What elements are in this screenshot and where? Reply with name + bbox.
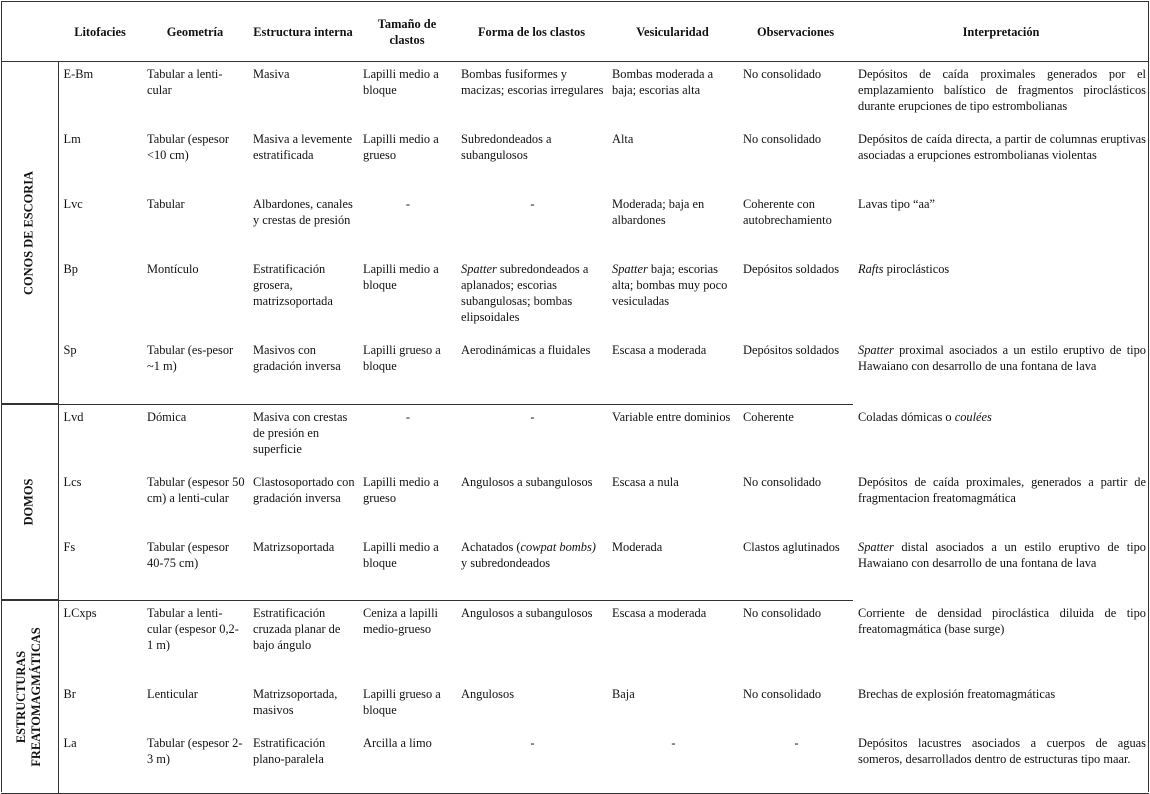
cell-ves: - [607, 731, 738, 794]
cell-lito: Lm [63, 131, 81, 146]
cell-forma: - [530, 196, 535, 211]
cell-forma-em: cowpat bombs) [520, 539, 596, 554]
cell-interp-text: distal asociados a un estilo eruptivo de tipo Hawaiano con desarrollo de una fontana de lava [858, 539, 1146, 570]
cell-lito: Lvc [63, 196, 83, 211]
cell-forma: Angulosos a subangulosos [461, 474, 593, 489]
cell-obs: No consolidado [743, 131, 822, 146]
header-row [1, 2, 1149, 62]
cell-interp-em: Rafts [858, 261, 884, 276]
cell-obs: No consolidado [743, 67, 822, 81]
header-tamano: Tamaño de clastos [358, 2, 456, 62]
cell-geo: Tabular a lenti-cular (espesor 0,2-1 m) [147, 606, 239, 652]
cell-est: Matrizsoportada [253, 539, 335, 554]
cell-interp-text: piroclásticos [883, 261, 950, 276]
header-litofacies: Litofacies [58, 2, 142, 62]
cell-interp: Depósitos de caída proximales, generados a partir de fragmentacion freatomagmática [858, 474, 1146, 505]
cell-forma: Angulosos [461, 686, 515, 701]
cell-lito: Br [63, 686, 76, 701]
litofacies-table [1, 1, 1149, 794]
group-label-estructuras: ESTRUCTURAS FREATOMAGMÁTICAS [14, 627, 44, 767]
cell-geo: Tabular (es-pesor ~1 m) [147, 342, 234, 373]
cell-geo: Tabular [147, 196, 185, 211]
table-row [1, 338, 1149, 404]
cell-est: Albardones, canales y crestas de presión [253, 196, 353, 227]
cell-geo: Tabular (espesor 40-75 cm) [147, 539, 230, 570]
cell-geo: Lenticular [147, 686, 198, 701]
cell-tam: - [405, 196, 411, 211]
cell-lito: La [58, 731, 142, 794]
table-row [1, 601, 1149, 682]
cell-tam: Lapilli grueso a bloque [363, 342, 441, 373]
cell-interp-em: coulées [954, 409, 992, 424]
cell-tam: - [405, 410, 411, 424]
table-row [1, 682, 1149, 731]
table-row [1, 192, 1149, 257]
cell-obs: No consolidado [743, 474, 822, 489]
cell-interp [853, 535, 1149, 600]
table-row [1, 62, 1149, 127]
cell-interp [853, 257, 1149, 338]
header-group-col [1, 2, 58, 62]
cell-obs: Depósitos soldados [743, 261, 840, 276]
group-estructuras [1, 601, 58, 794]
table-row [1, 470, 1149, 535]
group-label-domos: DOMOS [21, 478, 36, 526]
table-row [1, 257, 1149, 338]
cell-tam: Lapilli medio a grueso [363, 131, 439, 162]
cell-geo: Montículo [147, 261, 199, 276]
header-geometria: Geometría [142, 2, 248, 62]
cell-ves: Moderada; baja en albardones [612, 196, 705, 227]
cell-lito: Fs [63, 539, 76, 554]
cell-tam: Lapilli medio a bloque [363, 67, 439, 97]
cell-est: Estratificación plano-paralela [248, 731, 358, 794]
cell-geo: Tabular (espesor 2-3 m) [142, 731, 248, 794]
cell-ves-text: baja; escorias alta; bombas muy poco vesiculadas [612, 261, 728, 308]
cell-ves: Moderada [612, 539, 663, 554]
group-conos [1, 62, 58, 404]
cell-forma-text: subredondeados a aplanados; escorias subangulosas; bombas elipsoidales [461, 261, 589, 324]
header-estructura: Estructura interna [248, 2, 358, 62]
cell-tam: Lapilli medio a bloque [363, 539, 439, 570]
cell-interp-em: Spatter [858, 342, 894, 357]
cell-ves: Alta [612, 131, 634, 146]
cell-est: Masiva [253, 67, 290, 81]
cell-forma: - [530, 410, 535, 424]
cell-est: Masiva a levemente estratificada [253, 131, 353, 162]
cell-lito: LCxps [63, 606, 97, 620]
cell-est: Matrizsoportada, masivos [253, 686, 338, 717]
cell-ves: Escasa a moderada [612, 606, 707, 620]
cell-forma: - [456, 731, 607, 794]
cell-ves: Escasa a moderada [612, 342, 707, 357]
cell-ves [607, 257, 738, 338]
cell-interp-text: Coladas dómicas o [858, 409, 955, 424]
cell-forma: Bombas fusiformes y macizas; escorias irregulares [461, 67, 604, 97]
table-row [1, 405, 1149, 470]
cell-lito: Lvd [63, 410, 84, 424]
cell-interp [853, 405, 1149, 470]
table-row [1, 731, 1149, 794]
cell-interp: Brechas de explosión freatomagmáticas [858, 686, 1056, 701]
cell-geo: Dómica [147, 410, 187, 424]
group-domos [1, 405, 58, 600]
cell-geo: Tabular a lenti-cular [147, 67, 223, 97]
cell-est: Masiva con crestas de presión en superficie [253, 410, 348, 456]
cell-tam: Ceniza a lapilli medio-grueso [363, 606, 439, 636]
cell-forma: Subredondeados a subangulosos [461, 131, 552, 162]
cell-forma: Aerodinámicas a fluidales [461, 342, 591, 357]
cell-obs: Coherente con autobrechamiento [743, 196, 832, 227]
cell-geo: Tabular (espesor <10 cm) [147, 131, 230, 162]
cell-interp-text: proximal asociados a un estilo eruptivo de tipo Hawaiano con desarrollo de una fontana de lava [858, 342, 1146, 373]
cell-forma [456, 535, 607, 600]
cell-obs: No consolidado [743, 686, 822, 701]
cell-tam: Arcilla a limo [358, 731, 456, 794]
cell-tam: Lapilli medio a bloque [363, 261, 439, 292]
cell-interp-em: Spatter [858, 539, 894, 554]
cell-forma-text: y subredondeados [461, 555, 551, 570]
cell-forma-em: Spatter [461, 261, 497, 276]
cell-lito: E-Bm [63, 67, 94, 81]
cell-lito: Bp [63, 261, 78, 276]
cell-obs: Depósitos soldados [743, 342, 840, 357]
cell-tam: Lapilli grueso a bloque [363, 686, 441, 717]
cell-ves: Bombas moderada a baja; escorias alta [612, 67, 714, 97]
cell-ves: Escasa a nula [612, 474, 679, 489]
cell-forma-a: Achatados ( [461, 539, 521, 554]
cell-interp: Corriente de densidad piroclástica diluida de tipo freatomagmática (base surge) [858, 605, 1146, 636]
cell-ves: Baja [612, 686, 635, 701]
cell-obs: Coherente [743, 410, 794, 424]
cell-interp: Depósitos de caída directa, a partir de columnas eruptivas asociadas a erupciones estrombolianas violentas [858, 131, 1146, 162]
header-interpretacion: Interpretación [853, 2, 1149, 62]
cell-est: Estratificación cruzada planar de bajo ángulo [253, 606, 341, 652]
table-row [1, 535, 1149, 600]
cell-ves: Variable entre dominios [612, 410, 731, 424]
cell-lito: Lcs [63, 474, 82, 489]
header-forma: Forma de los clastos [456, 2, 607, 62]
group-label-conos: CONOS DE ESCORIA [21, 170, 36, 295]
cell-interp [853, 338, 1149, 404]
cell-forma [456, 257, 607, 338]
cell-geo: Tabular (espesor 50 cm) a lenti-cular [147, 474, 245, 505]
cell-forma: Angulosos a subangulosos [461, 606, 593, 620]
cell-obs: - [738, 731, 853, 794]
header-observaciones: Observaciones [738, 2, 853, 62]
cell-est: Masivos con gradación inversa [253, 342, 341, 373]
table-row [1, 127, 1149, 192]
cell-ves-em: Spatter [612, 261, 648, 276]
cell-lito: Sp [63, 342, 77, 357]
cell-est: Estratificación grosera, matrizsoportada [253, 261, 333, 308]
cell-obs: Clastos aglutinados [743, 539, 840, 554]
cell-obs: No consolidado [743, 606, 822, 620]
cell-est: Clastosoportado con gradación inversa [253, 474, 355, 505]
cell-interp: Depósitos de caída proximales generados por el emplazamiento balístico de fragmentos piroclásticos durante erupciones de tipo estrombolianas [858, 67, 1146, 113]
cell-interp: Depósitos lacustres asociados a cuerpos de aguas someros, desarrollados dentro de estructuras tipo maar. [853, 731, 1149, 794]
cell-tam: Lapilli medio a grueso [363, 474, 439, 505]
cell-interp: Lavas tipo “aa” [858, 196, 936, 211]
header-vesicularidad: Vesicularidad [607, 2, 738, 62]
